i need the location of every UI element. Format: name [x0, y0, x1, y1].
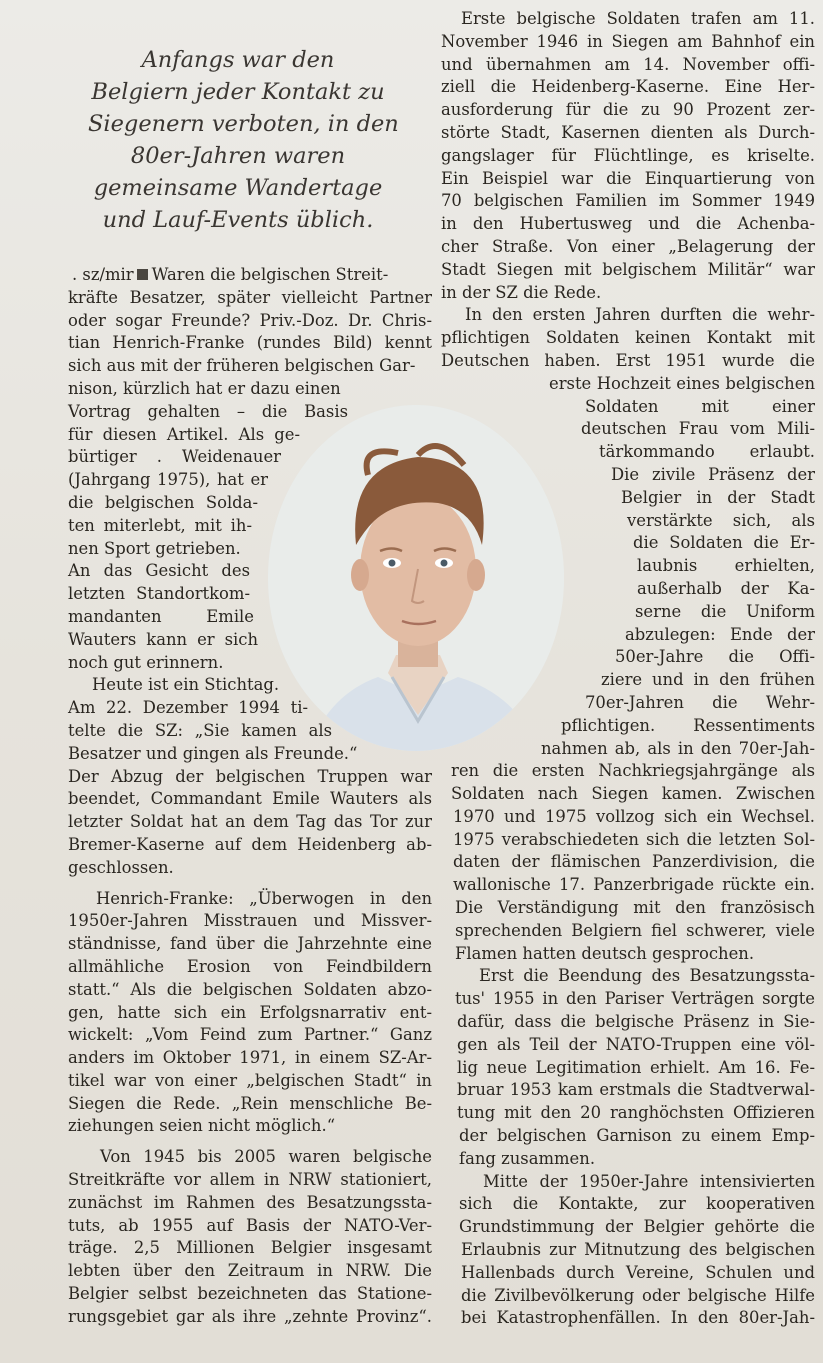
text-line: Belgier selbst bezeichneten das Statione- — [68, 1284, 432, 1304]
text-line: mandanten Emile — [68, 606, 254, 626]
text-line: ausforderung für die zu 90 Prozent zer- — [441, 100, 815, 120]
text-line: tärkommando erlaubt. — [599, 442, 815, 462]
text-line: träge. 2,5 Millionen Belgier insgesamt — [68, 1238, 432, 1258]
text-line: außerhalb der Ka- — [637, 578, 815, 598]
text-line: lig neue Legitimation erhielt. Am 16. Fe- — [457, 1057, 815, 1077]
pull-quote-line: Anfangs war den — [141, 47, 335, 73]
text-line: deutschen Frau vom Mili- — [581, 419, 815, 439]
text-line: Belgier in der Stadt — [621, 487, 815, 507]
text-line: tian Henrich-Franke (rundes Bild) kennt — [68, 333, 432, 353]
pull-quote — [88, 44, 399, 236]
text-line: November 1946 in Siegen am Bahnhof ein — [441, 31, 815, 51]
lead-text: Waren die belgischen Streit- — [151, 265, 389, 284]
text-line: wallonische 17. Panzerbrigade rückte ein. — [453, 875, 815, 895]
text-line: In den ersten Jahren durften die wehr- — [465, 305, 815, 325]
text-line: Der Abzug der belgischen Truppen war — [68, 766, 432, 786]
text-line: gangslager für Flüchtlinge, es kriselte. — [441, 145, 815, 165]
text-line: die Zivilbevölkerung oder belgische Hilfe — [461, 1285, 815, 1305]
text-line: in der SZ die Rede. — [441, 282, 602, 302]
text-line: Hallenbads durch Vereine, Schulen und — [461, 1262, 815, 1282]
text-line: nen Sport getrieben. — [68, 538, 241, 558]
text-line: laubnis erhielten, — [637, 556, 815, 576]
text-line: und übernahmen am 14. November offi- — [441, 54, 815, 74]
text-line: Henrich-Franke: „Überwogen in den — [96, 888, 432, 908]
text-line: telte die SZ: „Sie kamen als — [68, 720, 332, 740]
text-line: Siegen die Rede. „Rein menschliche Be- — [68, 1093, 432, 1113]
text-line: zunächst im Rahmen des Besatzungssta- — [68, 1192, 432, 1212]
text-line: Deutschen haben. Erst 1951 wurde die — [441, 350, 815, 370]
text-line: der belgischen Garnison zu einem Emp- — [459, 1126, 815, 1146]
text-line: letzter Soldat hat an dem Tag das Tor zur — [68, 812, 432, 832]
paragraph-gap — [68, 1138, 432, 1146]
text-line: gen, hatte sich ein Erfolgsnarrativ ent- — [68, 1002, 432, 1022]
text-line: pflichtigen Soldaten keinen Kontakt mit — [441, 328, 815, 348]
text-line: wickelt: „Vom Feind zum Partner.“ Ganz — [68, 1025, 432, 1045]
text-line: ziere und in den frühen — [601, 670, 815, 690]
text-line: allmähliche Erosion von Feindbildern — [68, 956, 432, 976]
portrait-illustration — [268, 405, 564, 751]
text-line: pflichtigen. Ressentiments — [561, 715, 815, 735]
text-line: bei Katastrophenfällen. In den 80er-Jah- — [461, 1308, 815, 1328]
text-line: Heute ist ein Stichtag. — [92, 675, 280, 695]
text-line: (Jahrgang 1975), hat er — [68, 470, 268, 490]
text-line: dafür, dass die belgische Präsenz in Sie- — [457, 1012, 815, 1032]
text-line: Ein Beispiel war die Einquartierung von — [441, 168, 815, 188]
text-line: Die zivile Präsenz der — [611, 464, 815, 484]
text-line: fang zusammen. — [459, 1148, 596, 1168]
text-line: in den Hubertusweg und die Achenba- — [441, 214, 815, 234]
pull-quote-line: und Lauf-Events üblich. — [102, 207, 374, 233]
text-line: lebten über den Zeitraum in NRW. Die — [68, 1261, 432, 1281]
text-line: anders im Oktober 1971, in einem SZ-Ar- — [68, 1048, 432, 1068]
text-line: Von 1945 bis 2005 waren belgische — [100, 1147, 432, 1167]
text-line: Mitte der 1950er-Jahre intensivierten — [483, 1171, 815, 1191]
text-line: noch gut erinnern. — [68, 652, 224, 672]
pull-quote-line: 80er-Jahren waren — [130, 143, 346, 169]
text-line: Erst die Beendung des Besatzungssta- — [479, 966, 815, 986]
text-line: ziehungen seien nicht möglich.“ — [68, 1116, 336, 1136]
text-line: 70 belgischen Familien im Sommer 1949 — [441, 191, 815, 211]
paragraph-gap — [68, 880, 432, 888]
text-line: daten der flämischen Panzerdivision, die — [453, 852, 815, 872]
text-line: Streitkräfte vor allem in NRW stationiert, — [68, 1170, 432, 1190]
text-line: letzten Standortkom- — [68, 584, 250, 604]
text-line: Erlaubnis zur Mitnutzung des belgischen — [461, 1240, 815, 1260]
text-line: Soldaten mit einer — [585, 396, 815, 416]
text-line: für diesen Artikel. Als ge- — [68, 424, 300, 444]
text-line: oder sogar Freunde? Priv.-Doz. Dr. Chris- — [68, 310, 432, 330]
text-line: bürtiger . Weidenauer — [68, 447, 281, 467]
text-line: die belgischen Solda- — [68, 492, 258, 512]
text-line: bruar 1953 kam erstmals die Stadtverwal- — [457, 1080, 815, 1100]
text-line: nahmen ab, als in den 70er-Jah- — [541, 738, 815, 758]
square-marker-icon — [137, 269, 148, 280]
text-line: Bremer-Kaserne auf dem Heidenberg ab- — [68, 834, 432, 854]
text-line: Erste belgische Soldaten trafen am 11. — [461, 9, 815, 28]
text-line: 70er-Jahren die Wehr- — [585, 692, 815, 712]
text-line: Am 22. Dezember 1994 ti- — [68, 698, 308, 718]
text-line: tikel war von einer „belgischen Stadt“ in — [68, 1070, 432, 1090]
text-line: rungsgebiet gar als ihre „zehnte Provinz“. — [68, 1306, 432, 1326]
text-line: störte Stadt, Kasernen dienten als Durch- — [441, 122, 815, 142]
author-tag: . sz/mir — [72, 265, 134, 284]
text-line: nison, kürzlich hat er dazu einen — [68, 378, 341, 398]
text-line: ziell die Heidenberg-Kaserne. Eine Her- — [441, 77, 815, 97]
text-line: kräfte Besatzer, später vielleicht Partner — [68, 287, 432, 307]
text-line: serne die Uniform — [635, 601, 815, 621]
text-line: sprechenden Belgiern fiel schwerer, viele — [455, 920, 815, 940]
text-line: Die Verständigung mit den französisch — [455, 898, 815, 918]
text-line: ständnisse, fand über die Jahrzehnte eine — [68, 934, 432, 954]
text-line: erste Hochzeit eines belgischen — [549, 373, 815, 393]
pull-quote-line: gemeinsame Wandertage — [93, 175, 383, 201]
text-line: abzulegen: Ende der — [625, 624, 815, 644]
text-line: statt.“ Als die belgischen Soldaten abzo- — [68, 979, 432, 999]
text-line: geschlossen. — [68, 857, 174, 877]
text-line: tung mit den 20 ranghöchsten Offizieren — [457, 1103, 815, 1123]
text-line: 1975 verabschiedeten sich die letzten Sol- — [453, 829, 815, 849]
pull-quote-line: Siegenern verboten, in den — [88, 111, 399, 137]
text-line: 1970 und 1975 vollzog sich ein Wechsel. — [453, 806, 815, 826]
text-line: Besatzer und gingen als Freunde.“ — [68, 743, 358, 763]
text-line: sich die Kontakte, zur kooperativen — [459, 1194, 815, 1214]
text-line: Vortrag gehalten – die Basis — [68, 401, 348, 421]
text-line: Wauters kann er sich — [68, 629, 258, 649]
text-line: Flamen hatten deutsch gesprochen. — [455, 943, 755, 963]
text-line: Stadt Siegen mit belgischem Militär“ war — [441, 259, 815, 279]
text-line: beendet, Commandant Emile Wauters als — [68, 789, 432, 809]
text-line: cher Straße. Von einer „Belagerung der — [441, 236, 815, 256]
text-line: verstärkte sich, als — [627, 510, 815, 530]
text-line: ren die ersten Nachkriegsjahrgänge als — [451, 761, 815, 781]
text-line: Soldaten nach Siegen kamen. Zwischen — [451, 784, 815, 804]
text-line: An das Gesicht des — [68, 561, 250, 581]
text-line: gen als Teil der NATO-Truppen eine völ- — [457, 1034, 815, 1054]
text-line — [68, 264, 432, 287]
text-line: sich aus mit der früheren belgischen Gar- — [68, 356, 416, 376]
text-line: 50er-Jahre die Offi- — [615, 647, 815, 667]
author-portrait-photo — [268, 405, 564, 751]
text-line: 1950er-Jahren Misstrauen und Missver- — [68, 911, 432, 931]
pull-quote-line: Belgiern jeder Kontakt zu — [91, 79, 385, 105]
text-line: die Soldaten die Er- — [633, 533, 815, 553]
text-line: tus' 1955 in den Pariser Verträgen sorgte — [455, 989, 815, 1009]
text-line: Grundstimmung der Belgier gehörte die — [459, 1217, 815, 1237]
text-line: ten miterlebt, mit ih- — [68, 515, 252, 535]
text-line: tuts, ab 1955 auf Basis der NATO-Ver- — [68, 1215, 432, 1235]
